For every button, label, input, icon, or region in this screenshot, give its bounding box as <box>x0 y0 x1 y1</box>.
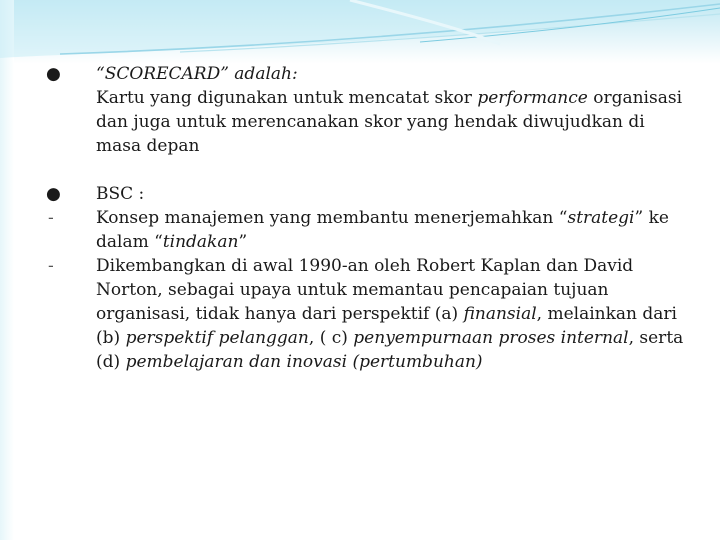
bsc-item-term: perspektif pelanggan <box>125 328 309 348</box>
paragraph-spacer <box>46 158 696 182</box>
bsc-item-2-line <box>46 326 696 350</box>
bsc-item-text: , ( c) <box>308 328 354 348</box>
bsc-item-term: tindakan <box>162 232 239 252</box>
definition-text: organisasi <box>587 88 683 108</box>
bsc-item-term: penyempurnaan proses internal <box>353 328 629 348</box>
bsc-item-text: Konsep manajemen yang membantu menerjemahkan “ <box>96 208 568 228</box>
bsc-heading-line <box>46 182 696 206</box>
left-gradient-band <box>0 0 14 540</box>
bsc-item-2-line <box>46 254 696 278</box>
bsc-item-2-line <box>46 350 696 374</box>
bsc-item-text: , serta <box>628 328 684 348</box>
definition-text: Kartu yang digunakan untuk mencatat skor <box>96 88 478 108</box>
scorecard-definition-line: masa depan <box>96 136 200 156</box>
bsc-item-text: (d) <box>96 352 126 372</box>
bsc-item-term: finansial <box>463 304 537 324</box>
bsc-item-text: ” ke <box>634 208 669 228</box>
scorecard-heading-line <box>46 62 696 86</box>
bsc-item-1-line <box>46 230 696 254</box>
bsc-item-2-line: Norton, sebagai upaya untuk memantau pencapaian tujuan <box>96 280 609 300</box>
scorecard-definition-line <box>46 86 696 110</box>
dash-bullet-icon: - <box>48 208 54 228</box>
bsc-item-2-line <box>46 302 696 326</box>
bsc-item-text: ” <box>238 232 248 252</box>
bsc-item-1-line <box>46 206 696 230</box>
scorecard-heading: “SCORECARD” adalah: <box>96 64 298 84</box>
bsc-item-text: , melainkan dari <box>536 304 677 324</box>
bsc-item-text: Dikembangkan di awal 1990-an oleh Robert Kaplan dan David <box>96 256 634 276</box>
bsc-item-text: organisasi, tidak hanya dari perspektif (a) <box>96 304 464 324</box>
dash-bullet-icon: - <box>48 256 54 276</box>
black-circle-bullet-icon: ● <box>46 64 61 84</box>
definition-term: performance <box>477 88 588 108</box>
bsc-item-text: (b) <box>96 328 126 348</box>
bsc-item-term: strategi <box>567 208 635 228</box>
slide-content <box>46 62 696 374</box>
black-circle-bullet-icon: ● <box>46 184 61 204</box>
bsc-item-term: pembelajaran dan inovasi (pertumbuhan) <box>125 352 483 372</box>
bsc-item-text: dalam “ <box>96 232 163 252</box>
bsc-heading: BSC : <box>96 184 145 204</box>
scorecard-definition-line: dan juga untuk merencanakan skor yang hendak diwujudkan di <box>96 112 645 132</box>
